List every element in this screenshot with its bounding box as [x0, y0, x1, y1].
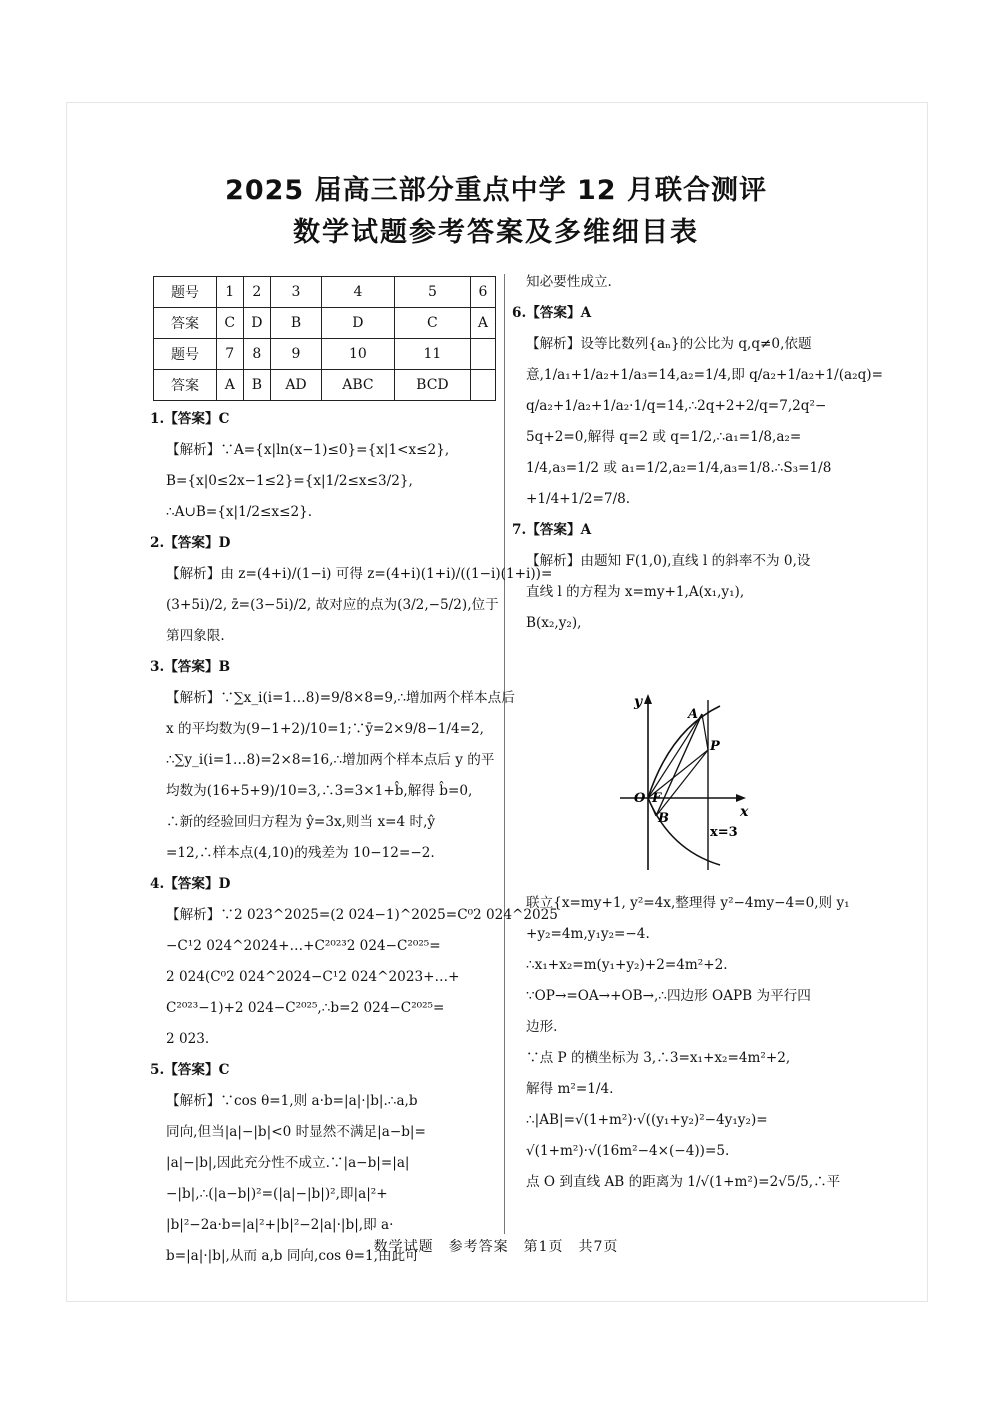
- solution-text-line: 知必要性成立.: [526, 274, 612, 290]
- answer-table-cell: 3: [271, 277, 322, 308]
- label-x: x: [740, 804, 749, 820]
- answer-table-cell: A: [470, 308, 495, 339]
- solution-text-line: b=|a|·|b|,从而 a,b 同向,cos θ=1,由此可: [166, 1248, 419, 1264]
- right-column: [512, 267, 883, 639]
- solution-text-line: 直线 l 的方程为 x=my+1,A(x₁,y₁),: [526, 584, 745, 600]
- answer-table-cell: 10: [321, 339, 394, 370]
- answer-table-cell: D: [321, 308, 394, 339]
- question-answer-heading: 7.【答案】A: [512, 522, 592, 538]
- solution-text-line: √(1+m²)·√(16m²−4×(−4))=5.: [526, 1143, 730, 1159]
- right-column-continued: [512, 888, 852, 1198]
- column-divider: [504, 274, 505, 1234]
- solution-text-line: −C¹2 024^2024+…+C²⁰²³2 024−C²⁰²⁵=: [166, 938, 441, 954]
- solution-text-line: C²⁰²³−1)+2 024−C²⁰²⁵,∴b=2 024−C²⁰²⁵=: [166, 1000, 445, 1016]
- answer-table-cell: C: [395, 308, 471, 339]
- answer-table-cell: AD: [271, 370, 322, 401]
- answer-table-header-cell: 题号: [154, 277, 217, 308]
- question-answer-heading: 5.【答案】C: [150, 1062, 230, 1078]
- answer-table-cell: B: [243, 370, 271, 401]
- label-a: A: [688, 707, 699, 722]
- solution-text-line: ∴新的经验回归方程为 ŷ=3x,则当 x=4 时,ŷ: [166, 814, 436, 830]
- answer-table-row: [154, 308, 496, 339]
- solution-text-line: 【解析】∵A={x|ln(x−1)≤0}={x|1<x≤2},: [166, 442, 450, 458]
- solution-text-line: ∵点 P 的横坐标为 3,∴3=x₁+x₂=4m²+2,: [526, 1050, 791, 1066]
- label-b: B: [658, 811, 669, 826]
- solution-text-line: 【解析】∵2 023^2025=(2 024−1)^2025=C⁰2 024^2025: [166, 907, 558, 923]
- x-axis-arrow-icon: [736, 794, 746, 802]
- solution-text-line: 【解析】由题知 F(1,0),直线 l 的斜率不为 0,设: [526, 553, 811, 569]
- label-p: P: [710, 739, 720, 754]
- page-subtitle: 数学试题参考答案及多维细目表: [293, 217, 699, 248]
- solution-text-line: 1/4,a₃=1/2 或 a₁=1/2,a₂=1/4,a₃=1/8.∴S₃=1/8: [526, 460, 832, 476]
- answer-table-cell: 6: [470, 277, 495, 308]
- line-ab: [656, 714, 702, 816]
- solution-text-line: 第四象限.: [166, 628, 225, 644]
- answer-table-cell: B: [271, 308, 322, 339]
- answer-table-cell: [470, 370, 495, 401]
- question-answer-heading: 4.【答案】D: [150, 876, 231, 892]
- answer-table-cell: 9: [271, 339, 322, 370]
- solution-text-line: 均数为(16+5+9)/10=3,∴3=3×1+b̂,解得 b̂=0,: [166, 783, 473, 799]
- segment-ap: [702, 714, 708, 750]
- answer-table-cell: [470, 339, 495, 370]
- solution-text-line: 边形.: [526, 1019, 558, 1035]
- question-answer-heading: 6.【答案】A: [512, 305, 592, 321]
- solution-text-line: |a|−|b|,因此充分性不成立.∵|a−b|=|a|: [166, 1155, 410, 1171]
- answer-table-header-cell: 答案: [154, 308, 217, 339]
- answer-table-row: [154, 277, 496, 308]
- solution-text-line: =12,∴样本点(4,10)的残差为 10−12=−2.: [166, 845, 435, 861]
- solution-text-line: ∴|AB|=√(1+m²)·√((y₁+y₂)²−4y₁y₂)=: [526, 1112, 768, 1128]
- solution-text-line: (3+5i)/2, z̄=(3−5i)/2, 故对应的点为(3/2,−5/2),位于: [166, 597, 499, 613]
- parabola-curve: [648, 706, 720, 865]
- parabola-graph: [600, 690, 770, 880]
- solution-text-line: 同向,但当|a|−|b|<0 时显然不满足|a−b|=: [166, 1124, 426, 1140]
- question-answer-heading: 3.【答案】B: [150, 659, 231, 675]
- solution-text-line: 2 023.: [166, 1031, 210, 1047]
- solution-text-line: 联立{x=my+1, y²=4x,整理得 y²−4my−4=0,则 y₁: [526, 895, 850, 911]
- solution-text-line: ∴∑y_i(i=1…8)=2×8=16,∴增加两个样本点后 y 的平: [166, 752, 495, 768]
- label-line-x3: x=3: [710, 825, 738, 840]
- answer-table-cell: 1: [217, 277, 244, 308]
- solution-text-line: ∴x₁+x₂=m(y₁+y₂)+2=4m²+2.: [526, 957, 728, 973]
- label-y: y: [634, 694, 643, 710]
- answer-table-cell: D: [243, 308, 271, 339]
- solution-text-line: ∴A∪B={x|1/2≤x≤2}.: [166, 504, 313, 520]
- answer-table-cell: C: [217, 308, 244, 339]
- segment-oa: [648, 714, 702, 798]
- answer-table-cell: 2: [243, 277, 271, 308]
- solution-text-line: −|b|,∴(|a−b|)²=(|a|−|b|)²,即|a|²+: [166, 1186, 388, 1202]
- solution-text-line: 【解析】∵∑x_i(i=1…8)=9/8×8=9,∴增加两个样本点后: [166, 690, 515, 706]
- answer-table-cell: 7: [217, 339, 244, 370]
- solution-text-line: 5q+2=0,解得 q=2 或 q=1/2,∴a₁=1/8,a₂=: [526, 429, 802, 445]
- solution-text-line: +y₂=4m,y₁y₂=−4.: [526, 926, 650, 942]
- answer-table-cell: A: [217, 370, 244, 401]
- solution-text-line: 点 O 到直线 AB 的距离为 1/√(1+m²)=2√5/5,∴平: [526, 1174, 841, 1190]
- label-o: O: [634, 791, 646, 806]
- solution-text-line: q/a₂+1/a₂+1/a₂·1/q=14,∴2q+2+2/q=7,2q²−: [526, 398, 827, 414]
- solution-text-line: 【解析】由 z=(4+i)/(1−i) 可得 z=(4+i)(1+i)/((1−i)(1+i))=: [166, 566, 553, 582]
- solution-text-line: ∵OP→=OA→+OB→,∴四边形 OAPB 为平行四: [526, 988, 811, 1004]
- answer-table-cell: BCD: [395, 370, 471, 401]
- solution-text-line: B(x₂,y₂),: [526, 615, 582, 631]
- solution-text-line: |b|²−2a·b=|a|²+|b|²−2|a|·|b|,即 a·: [166, 1217, 394, 1233]
- answer-table: [153, 276, 496, 401]
- answer-table-header-cell: 答案: [154, 370, 217, 401]
- solution-text-line: 意,1/a₁+1/a₂+1/a₃=14,a₂=1/4,即 q/a₂+1/a₂+1/(a₂q)=: [526, 367, 883, 383]
- answer-table-cell: 11: [395, 339, 471, 370]
- page-footer: 数学试题 参考答案 第1页 共7页: [373, 1239, 619, 1255]
- answer-table-row: [154, 370, 496, 401]
- answer-table-cell: 4: [321, 277, 394, 308]
- answer-table-row: [154, 339, 496, 370]
- solution-text-line: 【解析】设等比数列{aₙ}的公比为 q,q≠0,依题: [526, 336, 812, 352]
- solution-text-line: B={x|0≤2x−1≤2}={x|1/2≤x≤3/2},: [166, 473, 413, 489]
- label-f: F: [652, 791, 662, 806]
- solution-text-line: 2 024(C⁰2 024^2024−C¹2 024^2023+…+: [166, 969, 460, 985]
- page-title: 2025 届高三部分重点中学 12 月联合测评: [225, 175, 767, 206]
- y-axis-arrow-icon: [644, 694, 652, 704]
- question-answer-heading: 2.【答案】D: [150, 535, 231, 551]
- solution-text-line: 解得 m²=1/4.: [526, 1081, 614, 1097]
- answer-table-cell: 5: [395, 277, 471, 308]
- solution-text-line: 【解析】∵cos θ=1,则 a·b=|a|·|b|.∴a,b: [166, 1093, 418, 1109]
- solution-text-line: +1/4+1/2=7/8.: [526, 491, 631, 507]
- answer-table-header-cell: 题号: [154, 339, 217, 370]
- question-answer-heading: 1.【答案】C: [150, 411, 230, 427]
- answer-table-cell: ABC: [321, 370, 394, 401]
- answer-table-cell: 8: [243, 339, 271, 370]
- solution-text-line: x 的平均数为(9−1+2)/10=1;∵ȳ=2×9/8−1/4=2,: [166, 721, 484, 737]
